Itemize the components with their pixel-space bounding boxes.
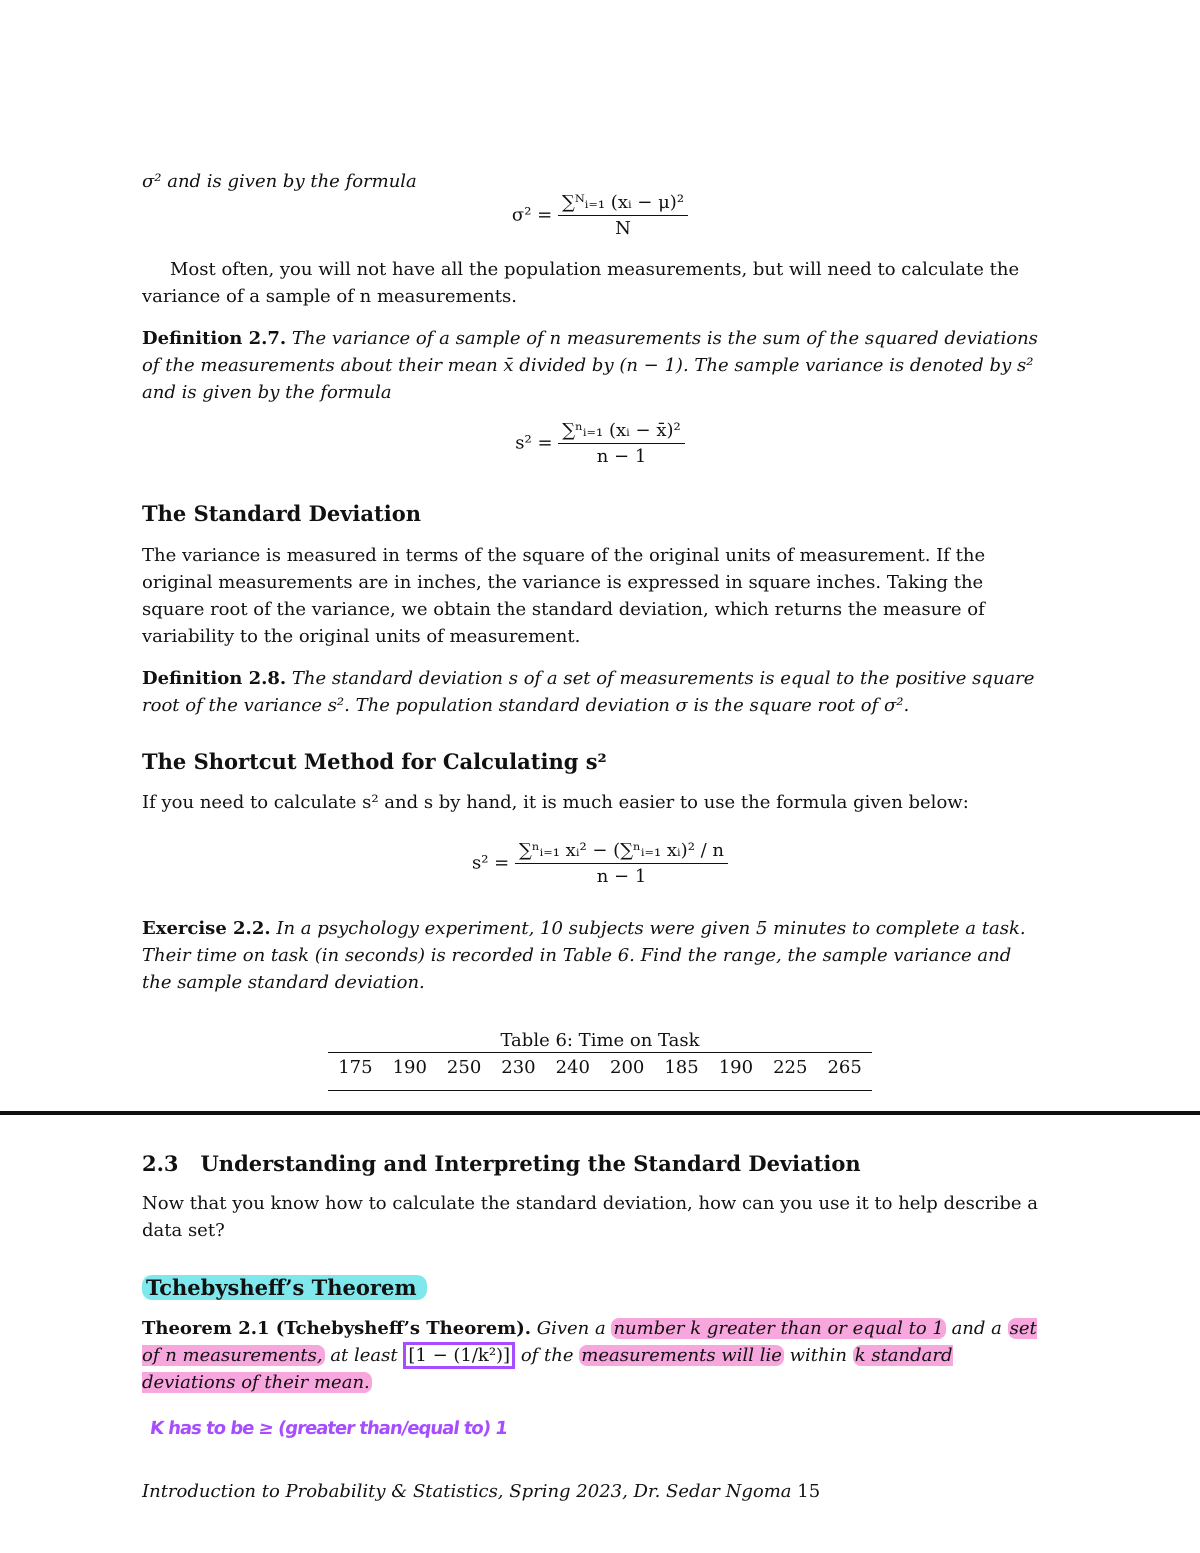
formula-shortcut <box>0 840 1200 887</box>
formula-lhs: s² = <box>471 852 510 874</box>
table-caption: Table 6: Time on Task <box>500 1030 700 1051</box>
highlight-pink: number k greater than or equal to 1 <box>613 1318 944 1339</box>
formula-denominator: n − 1 <box>596 446 647 467</box>
highlight-pink: set of n measurements, <box>142 1318 1037 1366</box>
table-cell: 230 <box>501 1057 536 1078</box>
table-cell: 190 <box>392 1057 427 1078</box>
formula-denominator: N <box>615 218 631 239</box>
paragraph-sample: Most often, you will not have all the population measurements, but will need to calculate the variance of a sample of n measurements. <box>142 259 1020 307</box>
formula-numerator: ∑ⁿᵢ₌₁ (xᵢ − x̄)² <box>558 420 684 444</box>
formula-sample-variance <box>0 420 1200 467</box>
section-number: 2.3 <box>142 1151 179 1176</box>
formula-lhs: s² = <box>515 432 553 454</box>
table-cell: 200 <box>610 1057 645 1078</box>
section-title: Understanding and Interpreting the Standard Deviation <box>200 1151 861 1176</box>
exercise-2-2 <box>142 915 1044 996</box>
highlight-pink: k standard deviations of their mean. <box>142 1345 953 1393</box>
boxed-expression: [1 − (1/k²)] <box>403 1342 515 1369</box>
exercise-label: Exercise 2.2. <box>142 918 271 939</box>
definition-2-7 <box>142 325 1044 406</box>
table-cell: 185 <box>664 1057 699 1078</box>
formula-lhs: σ² = <box>511 204 553 226</box>
definition-2-8 <box>142 665 1044 719</box>
table-cell: 225 <box>773 1057 808 1078</box>
table-6 <box>0 1030 1200 1091</box>
paragraph-section: Now that you know how to calculate the standard deviation, how can you use it to help describe a data set? <box>142 1193 1038 1241</box>
exercise-text: In a psychology experiment, 10 subjects were given 5 minutes to complete a task. Their time on task (in seconds) is recorded in Table 6. Find the range, the sample variance and the sample standard deviation. <box>142 918 1026 993</box>
table-cell: 175 <box>338 1057 373 1078</box>
footer <box>142 1478 1044 1505</box>
page-number: 15 <box>797 1481 821 1502</box>
table-cell: 250 <box>446 1057 482 1078</box>
table-time-on-task <box>328 1052 872 1091</box>
table-cell: 190 <box>718 1057 754 1078</box>
heading-shortcut-method: The Shortcut Method for Calculating s² <box>142 749 607 774</box>
paragraph-standard-deviation: The variance is measured in terms of the square of the original units of measurement. If the original measurements are in inches, the variance is expressed in square inches. Taking the square root of the variance, we obtain the standard deviation, which returns the measure of variability to the original units of measurement. <box>142 545 986 647</box>
paragraph-shortcut: If you need to calculate s² and s by hand, it is much easier to use the formula given below: <box>142 792 969 813</box>
definition-label: Definition 2.7. <box>142 328 287 349</box>
definition-text: The variance of a sample of n measurements is the sum of the squared deviations of the measurements about their mean x̄ divided by (n − 1). The sample variance is denoted by s² and is given by the formula <box>142 328 1038 403</box>
formula-numerator: ∑ⁿᵢ₌₁ xᵢ² − (∑ⁿᵢ₌₁ xᵢ)² / n <box>515 840 728 864</box>
theorem-2-1: Theorem 2.1 (Tchebysheff’s Theorem). Given a number k greater than or equal to 1 and a set of n measurements, at least [1 − (1/k²)] of the measurements will lie within k standard deviations of their mean. <box>142 1318 1037 1393</box>
page-divider <box>0 1111 1200 1115</box>
table-cell: 240 <box>555 1057 590 1078</box>
section-heading <box>142 1150 1044 1177</box>
formula-population-variance <box>0 192 1200 239</box>
highlight-pink: measurements will lie <box>581 1345 782 1366</box>
theorem-label: Theorem 2.1 (Tchebysheff’s Theorem). <box>142 1318 531 1339</box>
formula-denominator: n − 1 <box>596 866 647 887</box>
definition-text: The standard deviation s of a set of measurements is equal to the positive square root of the variance s². The population standard deviation σ is the square root of σ². <box>142 668 1035 716</box>
heading-theorem <box>142 1274 1044 1301</box>
handwritten-note: K has to be ≥ (greater than/equal to) 1 <box>148 1418 509 1439</box>
table-row <box>328 1053 872 1091</box>
formula-numerator: ∑ᴺᵢ₌₁ (xᵢ − μ)² <box>558 192 688 216</box>
table-cell: 265 <box>827 1057 862 1078</box>
heading-standard-deviation: The Standard Deviation <box>142 501 421 526</box>
footer-text: Introduction to Probability & Statistics, Spring 2023, Dr. Sedar Ngoma <box>142 1481 792 1502</box>
intro-line: σ² and is given by the formula <box>142 171 417 192</box>
definition-label: Definition 2.8. <box>142 668 287 689</box>
highlight-cyan: Tchebysheff’s Theorem <box>142 1275 427 1300</box>
